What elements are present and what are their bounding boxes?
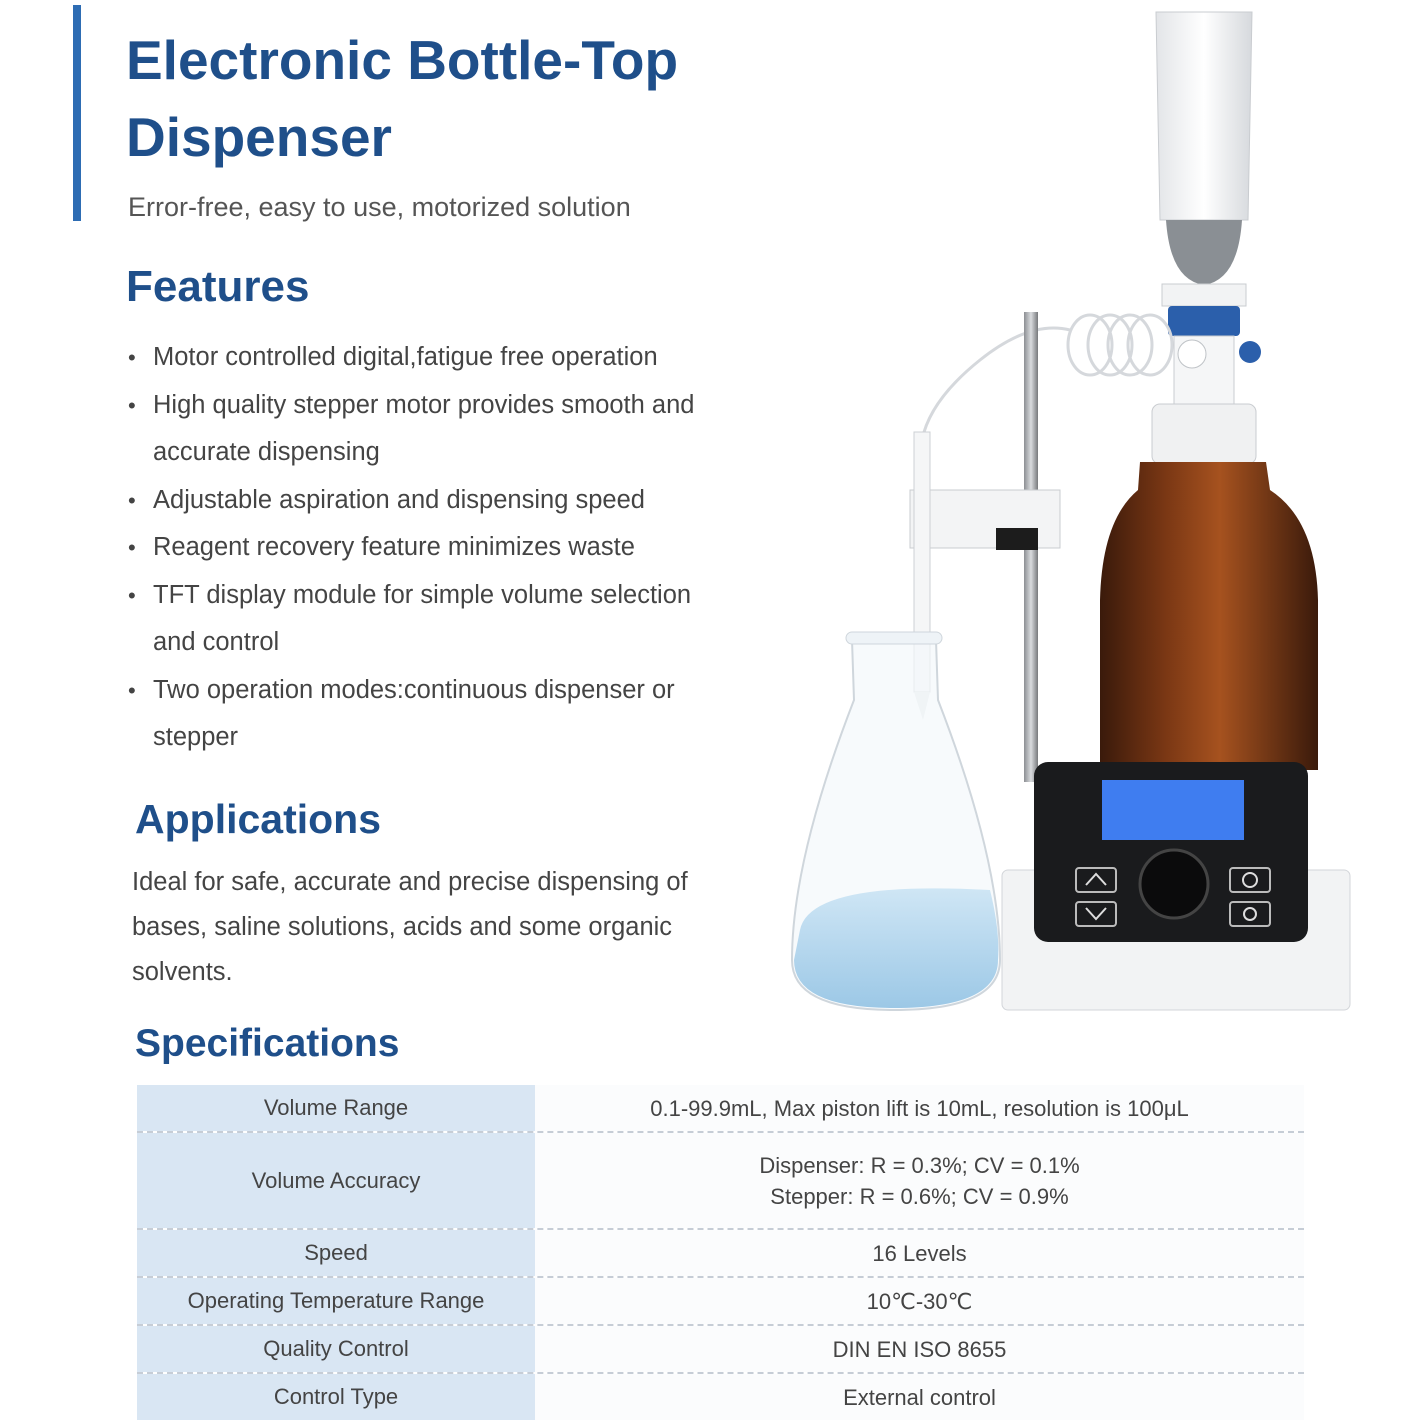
feature-item: • Motor controlled digital,fatigue free operation xyxy=(128,334,768,382)
page-title-line-1: Electronic Bottle-Top xyxy=(126,29,679,91)
feature-item: • Two operation modes:continuous dispenser or stepper xyxy=(128,667,768,762)
product-image xyxy=(780,0,1380,1020)
bullet-icon: • xyxy=(128,392,136,418)
bullet-icon: • xyxy=(128,535,136,560)
features-heading: Features xyxy=(126,262,310,311)
page-title xyxy=(126,22,678,176)
feature-item: • Reagent recovery feature minimizes waste xyxy=(128,524,768,572)
spec-label: Volume Accuracy xyxy=(137,1133,535,1228)
table-row xyxy=(137,1374,1304,1420)
bullet-icon: • xyxy=(128,677,136,703)
page-title-line-2: Dispenser xyxy=(126,106,392,168)
spec-value: DIN EN ISO 8655 xyxy=(535,1326,1304,1372)
bullet-icon: • xyxy=(128,487,136,513)
bullet-icon: • xyxy=(128,582,136,608)
applications-text: Ideal for safe, accurate and precise dispensing of bases, saline solutions, acids and some organic solvents. xyxy=(132,868,688,986)
specifications-table xyxy=(137,1085,1304,1420)
spec-value: Dispenser: R = 0.3%; CV = 0.1% Stepper: R = 0.6%; CV = 0.9% xyxy=(535,1133,1304,1228)
feature-item: • High quality stepper motor provides smooth and accurate dispensing xyxy=(128,382,768,477)
erlenmeyer-flask xyxy=(792,632,1000,1010)
applications-heading: Applications xyxy=(135,796,382,842)
table-row xyxy=(137,1278,1304,1326)
reagent-bottle xyxy=(1100,462,1318,770)
page-subtitle: Error-free, easy to use, motorized solution xyxy=(128,192,631,222)
table-row xyxy=(137,1133,1304,1230)
spec-value: External control xyxy=(535,1374,1304,1420)
spec-value: 10℃-30℃ xyxy=(535,1278,1304,1324)
feature-item: • TFT display module for simple volume selection and control xyxy=(128,572,768,667)
spec-label: Operating Temperature Range xyxy=(137,1278,535,1324)
feature-item: • Adjustable aspiration and dispensing speed xyxy=(128,477,768,525)
spec-value: 16 Levels xyxy=(535,1230,1304,1276)
spec-label: Volume Range xyxy=(137,1085,535,1131)
spec-label: Control Type xyxy=(137,1374,535,1420)
tubing-coil xyxy=(922,315,1172,440)
control-unit xyxy=(1002,762,1350,1010)
table-row xyxy=(137,1230,1304,1278)
table-row xyxy=(137,1326,1304,1374)
title-accent-bar xyxy=(73,5,81,221)
spec-label: Speed xyxy=(137,1230,535,1276)
features-list xyxy=(128,334,768,762)
table-row xyxy=(137,1085,1304,1133)
spec-value: 0.1-99.9mL, Max piston lift is 10mL, resolution is 100μL xyxy=(535,1085,1304,1131)
specifications-heading: Specifications xyxy=(135,1022,400,1065)
bullet-icon: • xyxy=(128,345,136,370)
dispenser-cylinder xyxy=(1152,12,1261,464)
spec-label: Quality Control xyxy=(137,1326,535,1372)
